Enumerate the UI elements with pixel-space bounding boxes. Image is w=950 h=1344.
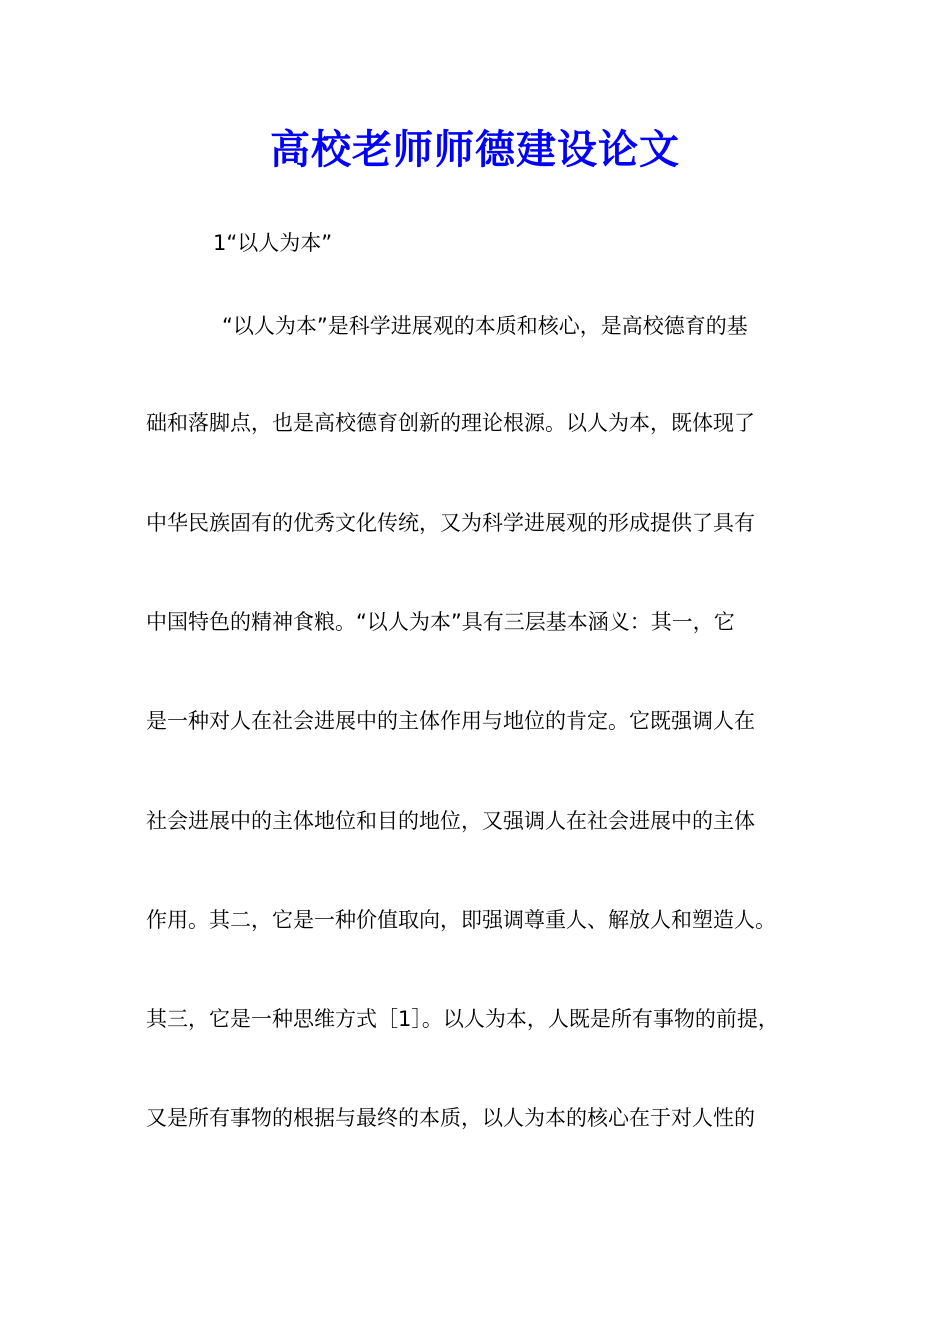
body-line: 中国特色的精神食粮。“以人为本”具有三层基本涵义：其一，它 <box>146 610 735 634</box>
body-line: “以人为本”是科学进展观的本质和核心，是高校德育的基 <box>222 314 748 338</box>
body-line: 社会进展中的主体地位和目的地位，又强调人在社会进展中的主体 <box>146 809 755 833</box>
body-line: 中华民族固有的优秀文化传统，又为科学进展观的形成提供了具有 <box>146 511 755 535</box>
body-line: 又是所有事物的根据与最终的本质，以人为本的核心在于对人性的 <box>146 1106 755 1130</box>
document-title: 高校老师师德建设论文 <box>270 126 680 173</box>
body-line: 是一种对人在社会进展中的主体作用与地位的肯定。它既强调人在 <box>146 709 755 733</box>
body-line: 其三，它是一种思维方式［1］。以人为本，人既是所有事物的前提， <box>146 1007 779 1031</box>
body-line: 础和落脚点，也是高校德育创新的理论根源。以人为本，既体现了 <box>146 411 755 435</box>
section-heading: 1“以人为本” <box>213 231 333 255</box>
body-line: 作用。其二，它是一种价值取向，即强调尊重人、解放人和塑造人。 <box>146 908 776 932</box>
